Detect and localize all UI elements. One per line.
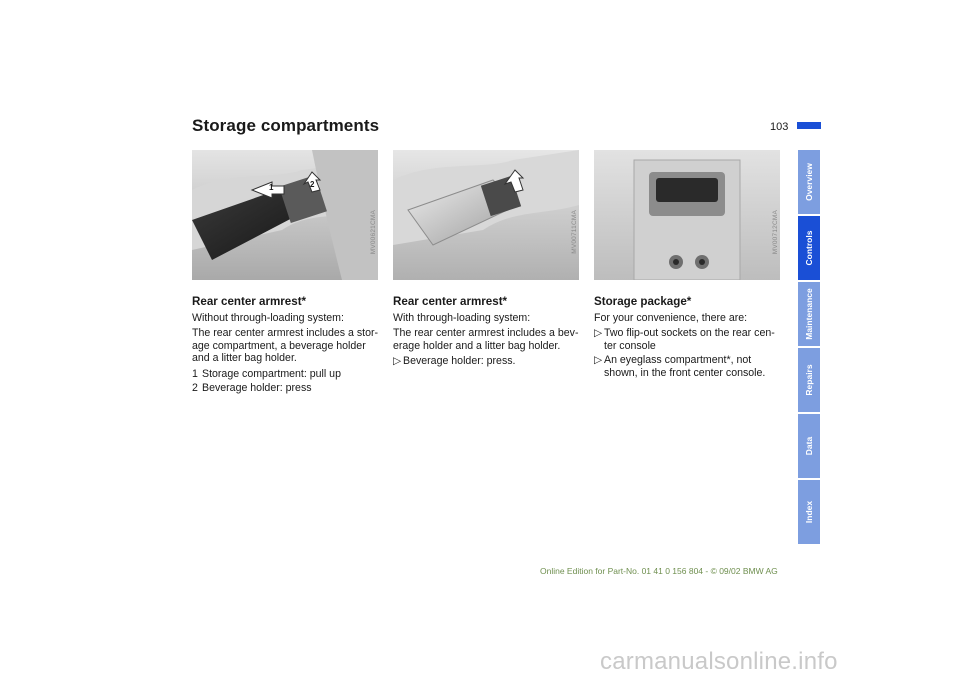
bullet-arrow-icon: ▷ [594,354,603,367]
list-number: 2 [192,382,198,395]
bullet-arrow-icon: ▷ [594,327,603,340]
column-rear-armrest-with [393,295,581,370]
list-text: Beverage holder: press [202,382,312,395]
list-text: Two flip-out sockets on the rear cen-ter console [604,327,775,352]
tab-data[interactable] [798,414,820,478]
page-title: Storage compartments [192,116,380,135]
figure-code: MV00711CMA [571,210,578,254]
column-storage-package [594,295,782,381]
section-body: The rear center armrest includes a bev-erage holder and a litter bag holder. [393,327,579,352]
page-number-tab [797,122,821,129]
section-heading: Rear center armrest* [393,295,508,308]
footer-edition-note: Online Edition for Part-No. 01 41 0 156 804 - © 09/02 BMW AG [540,566,778,576]
list-item [594,354,782,379]
section-intro: For your convenience, there are: [594,312,748,324]
tab-label: Repairs [804,364,814,396]
tab-label: Index [804,500,814,524]
figure-code: MV00621CMA [370,209,377,254]
tab-repairs[interactable] [798,348,820,412]
list-item [393,355,581,367]
section-heading: Rear center armrest* [192,295,307,308]
callout-1: 1 [269,183,274,192]
figure-3-illustration [594,150,780,280]
list-text: Beverage holder: press. [403,355,516,368]
tab-label: Controls [804,230,814,266]
list-text: An eyeglass compartment*, not shown, in the front center console. [604,354,766,379]
tab-controls[interactable] [798,216,820,280]
site-watermark: carmanualsonline.info [600,648,838,675]
tab-label: Maintenance [804,288,814,340]
page-number: 103 [770,121,789,133]
section-intro: With through-loading system: [393,312,531,324]
figure-1-illustration [192,150,378,280]
list-number: 1 [192,367,198,380]
section-heading: Storage package* [594,295,692,308]
tab-maintenance[interactable] [798,282,820,346]
tab-overview[interactable] [798,150,820,214]
figure-code: MV00712CMA [772,209,779,254]
list-item [594,327,782,352]
callout-2: 2 [310,180,315,189]
list-item [192,382,380,394]
figure-storage-package [594,150,780,280]
bullet-arrow-icon: ▷ [393,355,402,368]
tab-label: Data [804,436,814,456]
tab-label: Overview [804,163,814,201]
figure-2-illustration [393,150,579,280]
tab-index[interactable] [798,480,820,544]
section-body: The rear center armrest includes a stor-age compartment, a beverage holder and a litter bag holder. [192,327,379,365]
column-rear-armrest-without [192,295,380,396]
chapter-tabs [798,150,820,546]
bullet-list [393,355,581,367]
numbered-list [192,368,380,395]
figure-armrest-without-through-loading [192,150,378,280]
bullet-list [594,327,782,379]
list-item [192,368,380,380]
figure-armrest-with-through-loading [393,150,579,280]
list-text: Storage compartment: pull up [202,367,341,380]
section-intro: Without through-loading system: [192,312,344,324]
